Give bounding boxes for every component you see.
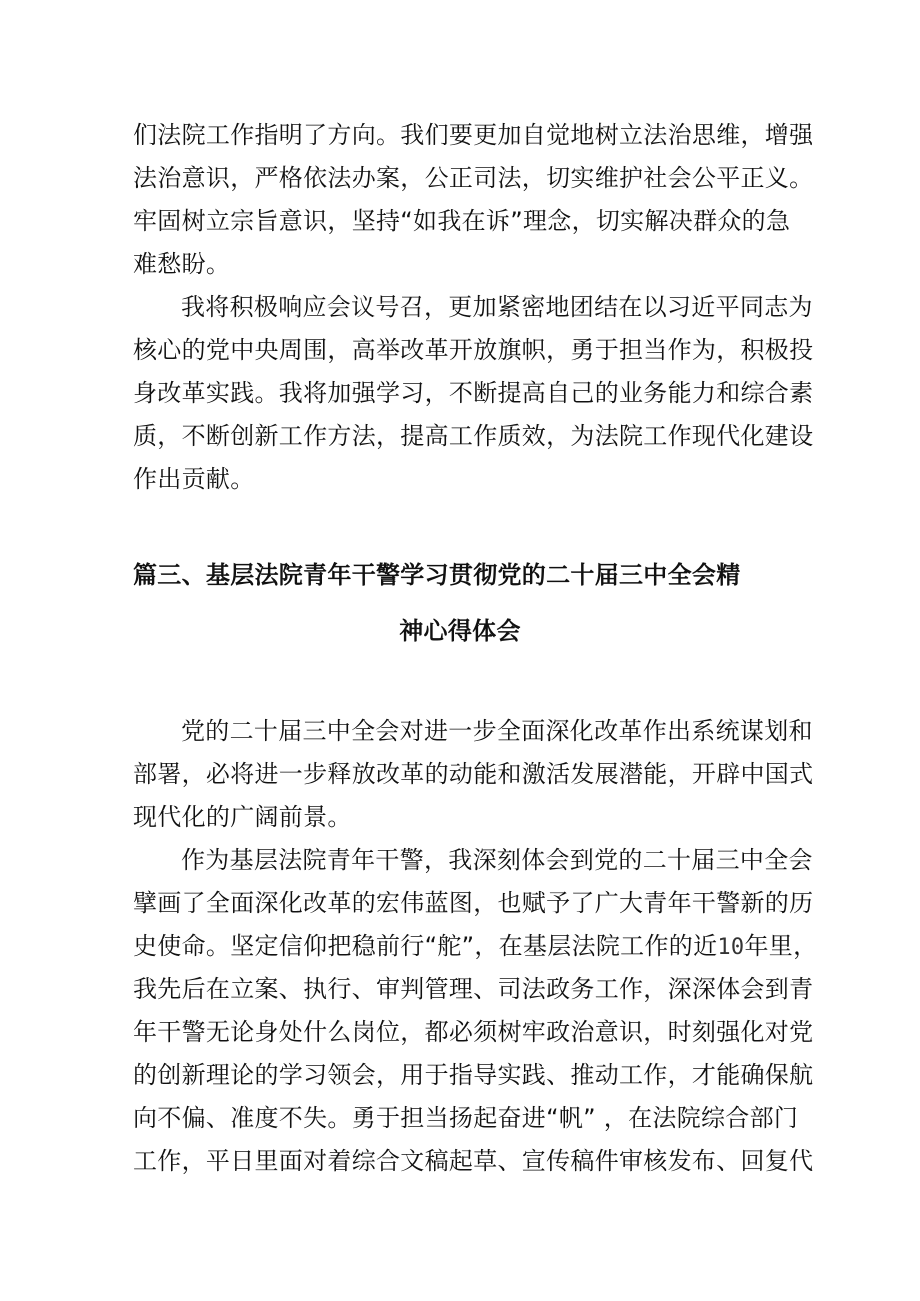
text-segment: 史使命。坚定信仰把稳前行“舵”，在基层法院工作的近 — [133, 932, 718, 960]
paragraph-line: 们法院工作指明了方向。我们要更加自觉地树立法治思维，增强 — [133, 121, 814, 149]
paragraph-line: 擘画了全面深化改革的宏伟蓝图，也赋予了广大青年干警新的历 — [133, 889, 814, 917]
paragraph-line: 作出贡献。 — [133, 465, 255, 493]
paragraph-line: 的创新理论的学习领会，用于指导实践、推动工作，才能确保航 — [133, 1061, 814, 1089]
paragraph-line: 我将积极响应会议号召，更加紧密地团结在以习近平同志为 — [181, 293, 813, 321]
paragraph-line: 部署，必将进一步释放改革的动能和激活发展潜能，开辟中国式 — [133, 760, 814, 788]
paragraph-line: 身改革实践。我将加强学习，不断提高自己的业务能力和综合素 — [133, 379, 814, 407]
paragraph-line: 向不偏、准度不失。勇于担当扬起奋进“帆” ，在法院综合部门 — [133, 1104, 799, 1132]
text-segment: 年里， — [744, 932, 818, 960]
paragraph-line: 工作，平日里面对着综合文稿起草、宣传稿件审核发布、回复代 — [133, 1147, 814, 1175]
paragraph-line — [133, 931, 817, 963]
paragraph-line: 难愁盼。 — [133, 250, 231, 278]
section-heading-line-2: 神心得体会 — [399, 617, 521, 645]
paragraph-line: 现代化的广阔前景。 — [133, 803, 352, 831]
number-segment: 10 — [717, 935, 745, 960]
paragraph-line: 我先后在立案、执行、审判管理、司法政务工作，深深体会到青 — [133, 975, 814, 1003]
paragraph-line: 作为基层法院青年干警，我深刻体会到党的二十届三中全会 — [181, 846, 813, 874]
paragraph-line: 核心的党中央周围，高举改革开放旗帜，勇于担当作为，积极投 — [133, 336, 814, 364]
paragraph-line: 牢固树立宗旨意识，坚持“如我在诉”理念，切实解决群众的急 — [133, 207, 791, 235]
paragraph-line: 质，不断创新工作方法，提高工作质效，为法院工作现代化建设 — [133, 422, 814, 450]
section-heading-line-1: 篇三、基层法院青年干警学习贯彻党的二十届三中全会精 — [133, 561, 741, 589]
paragraph-line: 年干警无论身处什么岗位，都必须树牢政治意识，时刻强化对党 — [133, 1018, 814, 1046]
paragraph-line: 法治意识，严格依法办案，公正司法，切实维护社会公平正义。 — [133, 164, 814, 192]
paragraph-line: 党的二十届三中全会对进一步全面深化改革作出系统谋划和 — [181, 717, 813, 745]
